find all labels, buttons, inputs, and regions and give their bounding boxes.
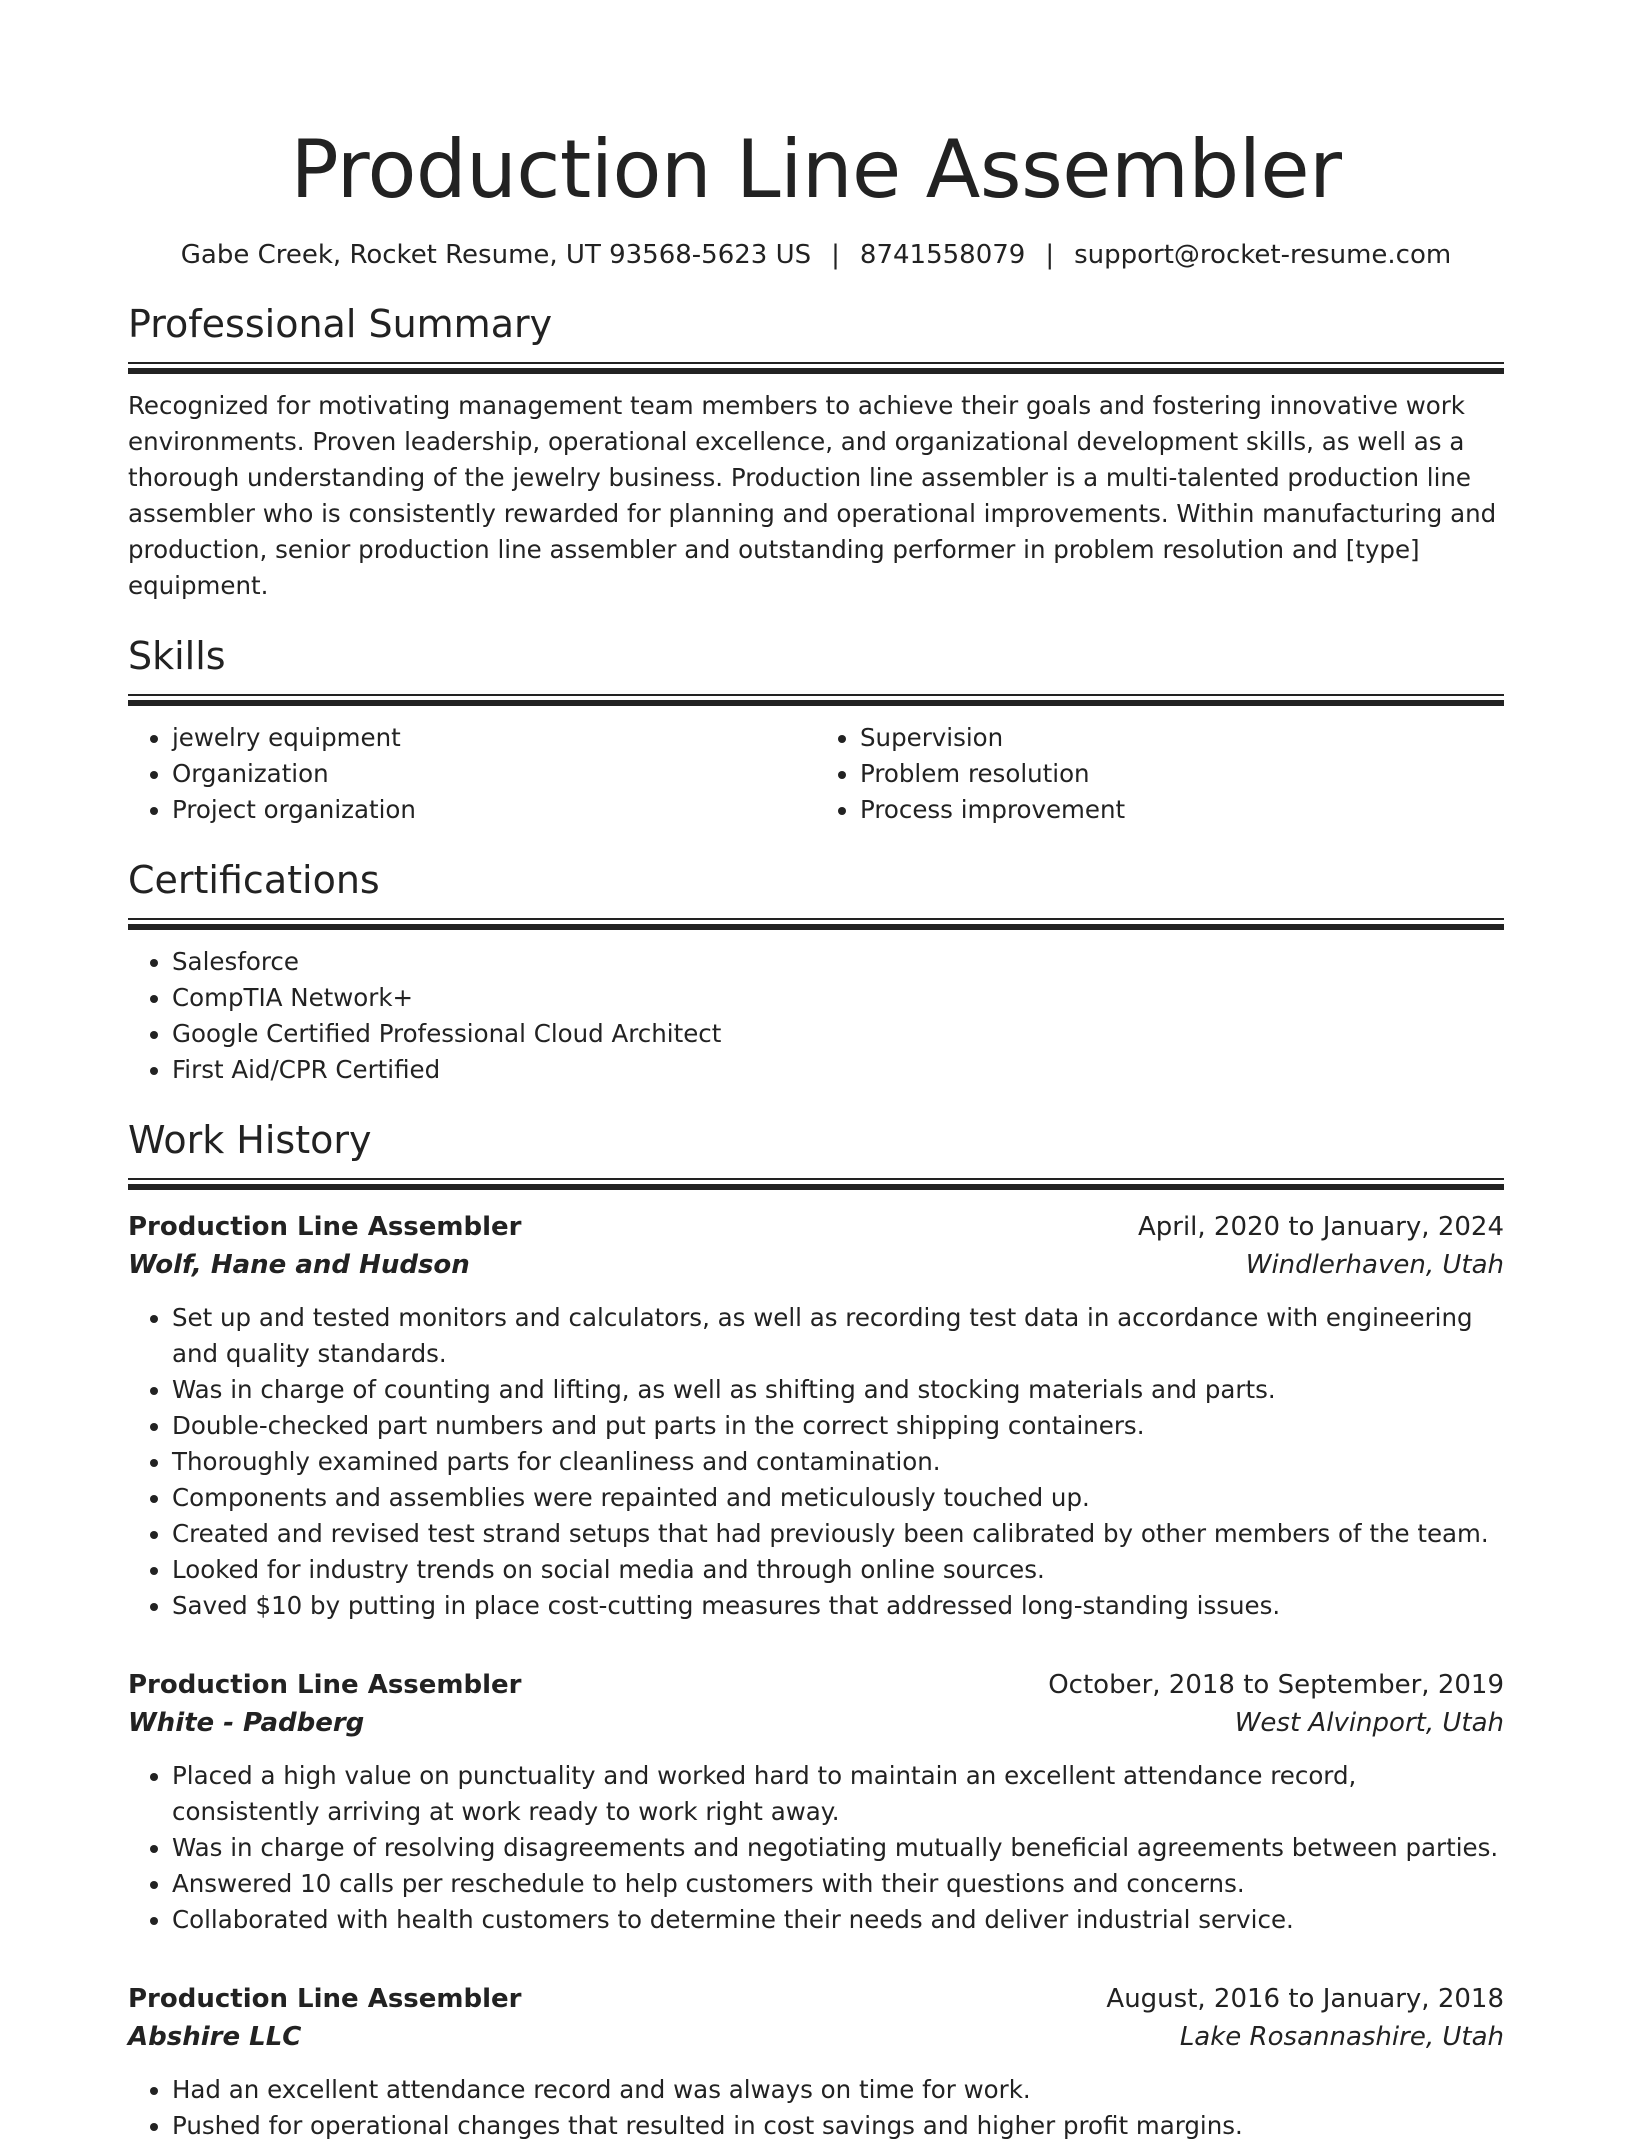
skills-columns [128, 720, 1504, 828]
resume-page [128, 0, 1504, 2144]
skills-list-right [816, 720, 1504, 828]
certification-item: • Salesforce [172, 944, 1504, 980]
job-bullet: • Created and revised test strand setups that had previously been calibrated by other members of the team. [172, 1516, 1504, 1552]
skill-item: • jewelry equipment [172, 720, 816, 756]
job-dates: October, 2018 to September, 2019 [1048, 1670, 1504, 1700]
skill-item: • Process improvement [860, 792, 1504, 828]
job-title: Production Line Assembler [128, 1984, 522, 2014]
skill-item: • Organization [172, 756, 816, 792]
job-dates: April, 2020 to January, 2024 [1137, 1212, 1504, 1242]
contact-separator: | [831, 240, 840, 270]
certification-item: • CompTIA Network+ [172, 980, 1504, 1016]
certifications-section [128, 854, 1504, 1088]
certification-item: • First Aid/CPR Certified [172, 1052, 1504, 1088]
skill-item: • Supervision [860, 720, 1504, 756]
job-entry [128, 1208, 1504, 1624]
certifications-list [128, 944, 1504, 1088]
work-history-section [128, 1114, 1504, 2144]
job-bullet: • Looked for industry trends on social media and through online sources. [172, 1552, 1504, 1588]
job-title: Production Line Assembler [128, 1670, 522, 1700]
summary-text: Recognized for motivating management team members to achieve their goals and fostering innovative work environments. Proven leadership, operational excellence, and organizational development skills, as well as a thorough understanding of the jewelry business. Production line assembler is a multi-talented production line assembler who is consistently rewarded for planning and operational improvements. Within manufacturing and production, senior production line assembler and outstanding performer in problem resolution and [type] equipment. [128, 391, 1497, 600]
job-entry [128, 1980, 1504, 2144]
job-bullet: • Answered 10 calls per reschedule to help customers with their questions and concerns. [172, 1866, 1504, 1902]
job-header [128, 1666, 1504, 1704]
job-bullet: • Double-checked part numbers and put parts in the correct shipping containers. [172, 1408, 1504, 1444]
section-heading: Professional Summary [128, 302, 553, 346]
contact-address: Gabe Creek, Rocket Resume, UT 93568-5623 US [180, 240, 812, 270]
job-location: Lake Rosannashire, Utah [1179, 2022, 1504, 2052]
section-heading: Certifications [128, 858, 380, 902]
section-divider [128, 362, 1504, 374]
job-company: White - Padberg [128, 1708, 365, 1738]
job-subheader [128, 1246, 1504, 1284]
job-bullets [128, 1758, 1504, 1938]
contact-separator: | [1045, 240, 1055, 270]
job-dates: August, 2016 to January, 2018 [1106, 1984, 1504, 2014]
certification-item: • Google Certified Professional Cloud Architect [172, 1016, 1504, 1052]
skill-item: • Project organization [172, 792, 816, 828]
job-bullet: • Placed a high value on punctuality and worked hard to maintain an excellent attendance record, consistently arriving at work ready to work right away. [172, 1758, 1504, 1830]
job-company: Wolf, Hane and Hudson [128, 1250, 470, 1280]
job-bullet: • Was in charge of counting and lifting, as well as shifting and stocking materials and parts. [172, 1372, 1504, 1408]
job-location: Windlerhaven, Utah [1245, 1250, 1504, 1280]
job-subheader [128, 1704, 1504, 1742]
contact-email: support@rocket-resume.com [1074, 240, 1452, 270]
job-bullet: • Thoroughly examined parts for cleanliness and contamination. [172, 1444, 1504, 1480]
summary-section [128, 298, 1504, 604]
skill-item: • Problem resolution [860, 756, 1504, 792]
contact-line [128, 238, 1504, 272]
skills-list-left [128, 720, 816, 828]
skills-section [128, 630, 1504, 828]
job-company: Abshire LLC [128, 2022, 302, 2052]
job-bullet: • Was in charge of resolving disagreements and negotiating mutually beneficial agreements between parties. [172, 1830, 1504, 1866]
job-location: West Alvinport, Utah [1234, 1708, 1504, 1738]
job-entry [128, 1666, 1504, 1938]
job-bullets [128, 2072, 1504, 2144]
job-bullets [128, 1300, 1504, 1624]
job-bullet: • Set up and tested monitors and calculators, as well as recording test data in accordance with engineering and quality standards. [172, 1300, 1504, 1372]
job-title: Production Line Assembler [128, 1212, 522, 1242]
job-bullet: • Saved $10 by putting in place cost-cutting measures that addressed long-standing issues. [172, 1588, 1504, 1624]
section-divider [128, 918, 1504, 930]
job-bullet: • Components and assemblies were repainted and meticulously touched up. [172, 1480, 1504, 1516]
section-divider [128, 1178, 1504, 1190]
job-header [128, 1980, 1504, 2018]
job-header [128, 1208, 1504, 1246]
page-title: Production Line Assembler [290, 123, 1342, 216]
job-subheader [128, 2018, 1504, 2056]
contact-phone: 8741558079 [859, 240, 1026, 270]
section-heading: Work History [128, 1118, 372, 1162]
job-bullet: • Collaborated with health customers to determine their needs and deliver industrial service. [172, 1902, 1504, 1938]
section-heading: Skills [128, 634, 226, 678]
job-bullet: • Had an excellent attendance record and was always on time for work. [172, 2072, 1504, 2108]
job-bullet: • Pushed for operational changes that resulted in cost savings and higher profit margins. [172, 2108, 1504, 2144]
section-divider [128, 694, 1504, 706]
